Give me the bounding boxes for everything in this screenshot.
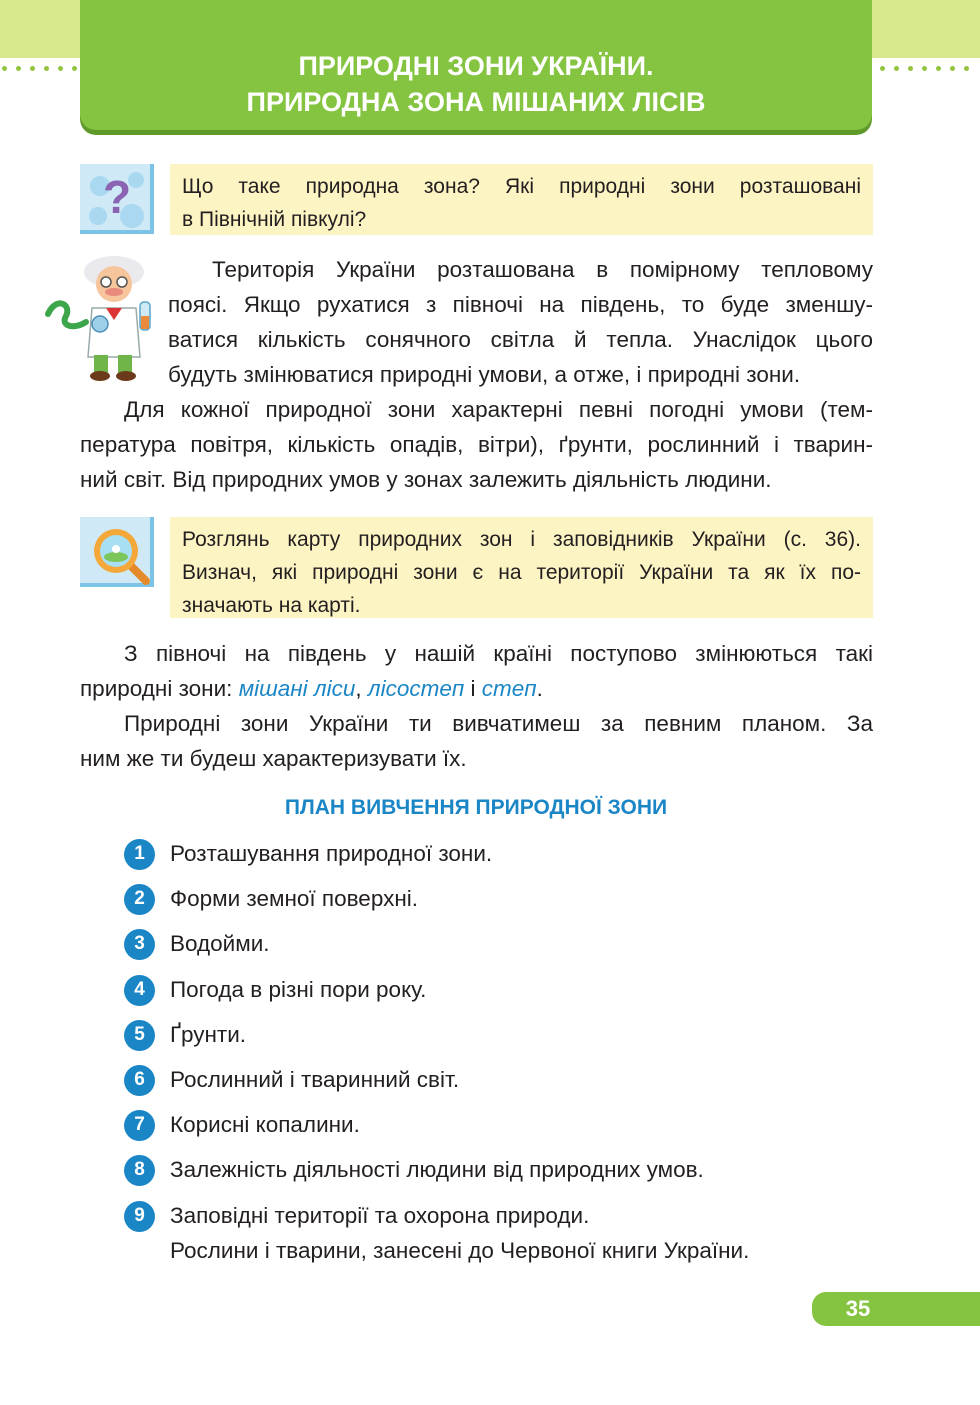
intro-line: ватися кількість сонячного світла й тепла. Унаслідок цього	[168, 327, 873, 352]
plan-item-text: Заповідні території та охорона природи.	[170, 1203, 590, 1228]
zones-line2	[80, 671, 873, 706]
plan-item-number: 1	[124, 839, 155, 870]
map-task-box	[170, 517, 873, 618]
intro-line: пература повітря, кількість опадів, вітри), ґрунти, рослинний і тварин-	[80, 432, 873, 457]
plan-item	[124, 883, 418, 915]
plan-item-text: Корисні копалини.	[170, 1112, 360, 1137]
map-task-line3: значають на карті.	[182, 594, 361, 617]
intro-line: ний світ. Від природних умов у зонах залежить діяльність людини.	[80, 467, 772, 492]
decorative-dots-right	[880, 66, 969, 74]
intro-paragraph-bottom	[80, 392, 873, 497]
question-task-box	[170, 164, 873, 235]
plan-item	[124, 1019, 246, 1051]
plan-item-number: 5	[124, 1020, 155, 1051]
plan-title: ПЛАН ВИВЧЕННЯ ПРИРОДНОЇ ЗОНИ	[284, 796, 668, 819]
plan-item-text: Водойми.	[170, 931, 270, 956]
zones-line1: З півночі на південь у нашій країні поступово змінюються такі	[124, 641, 873, 666]
plan-item-number: 4	[124, 975, 155, 1006]
plan-item-text: Рослинний і тваринний світ.	[170, 1067, 460, 1092]
intro-line: Для кожної природної зони характерні певні погодні умови (тем-	[124, 397, 873, 422]
chapter-title-line1: ПРИРОДНІ ЗОНИ УКРАЇНИ.	[298, 51, 654, 81]
plan-item-text: Розташування природної зони.	[170, 841, 493, 866]
chapter-title-box	[80, 0, 872, 130]
page-number: 35	[845, 1296, 871, 1321]
plan-intro-line2: ним же ти будеш характеризувати їх.	[80, 746, 467, 771]
intro-line: поясі. Якщо рухатися з півночі на південь, то буде зменшу-	[168, 292, 873, 317]
plan-item-number: 8	[124, 1155, 155, 1186]
plan-item-text: Форми земної поверхні.	[170, 886, 419, 911]
question-icon	[80, 164, 154, 234]
zones-separator: ,	[355, 676, 368, 701]
svg-text:?: ?	[102, 171, 132, 223]
plan-item	[124, 1154, 704, 1186]
plan-intro-paragraph	[80, 706, 873, 776]
zones-separator: і	[464, 676, 482, 701]
intro-paragraph-top	[168, 252, 873, 392]
plan-item	[124, 974, 426, 1006]
plan-item-number: 7	[124, 1110, 155, 1141]
question-line2: в Північній півкулі?	[182, 208, 367, 231]
zone-forest-steppe: лісостеп	[367, 676, 465, 701]
plan-item	[124, 1200, 589, 1232]
question-line1: Що таке природна зона? Які природні зони розташовані	[182, 175, 861, 198]
plan-item-number: 9	[124, 1201, 155, 1232]
plan-item-number: 2	[124, 884, 155, 915]
plan-item	[124, 928, 270, 960]
zones-end: .	[536, 676, 543, 701]
plan-item	[124, 1109, 360, 1141]
plan-item	[124, 838, 492, 870]
chapter-title-line2: ПРИРОДНА ЗОНА МІШАНИХ ЛІСІВ	[246, 87, 706, 117]
plan-intro-line1: Природні зони України ти вивчатимеш за певним планом. За	[124, 711, 873, 736]
plan-item-text: Погода в різні пори року.	[170, 977, 427, 1002]
zones-paragraph	[80, 636, 873, 706]
intro-line: будуть змінюватися природні умови, а отже, і природні зони.	[168, 362, 801, 387]
zones-line2-start: природні зони:	[80, 676, 239, 701]
plan-item-text: Залежність діяльності людини від природних умов.	[170, 1157, 704, 1182]
plan-item-number: 3	[124, 929, 155, 960]
plan-item	[124, 1064, 459, 1096]
plan-item-9-continuation: Рослини і тварини, занесені до Червоної книги України.	[170, 1238, 750, 1263]
map-task-line2: Визнач, які природні зони є на території України та як їх по-	[182, 561, 861, 584]
zone-mixed-forests: мішані ліси	[238, 676, 356, 701]
map-task-line1: Розглянь карту природних зон і заповідників України (с. 36).	[182, 528, 861, 551]
intro-line: Територія України розташована в помірному тепловому	[212, 257, 873, 282]
decorative-dots-left	[2, 66, 77, 74]
professor-illustration	[44, 252, 160, 382]
magnifier-icon	[80, 517, 154, 587]
plan-item-number: 6	[124, 1065, 155, 1096]
page-number-tab	[812, 1292, 980, 1326]
plan-item-text: Ґрунти.	[170, 1022, 247, 1047]
zone-steppe: степ	[481, 676, 537, 701]
